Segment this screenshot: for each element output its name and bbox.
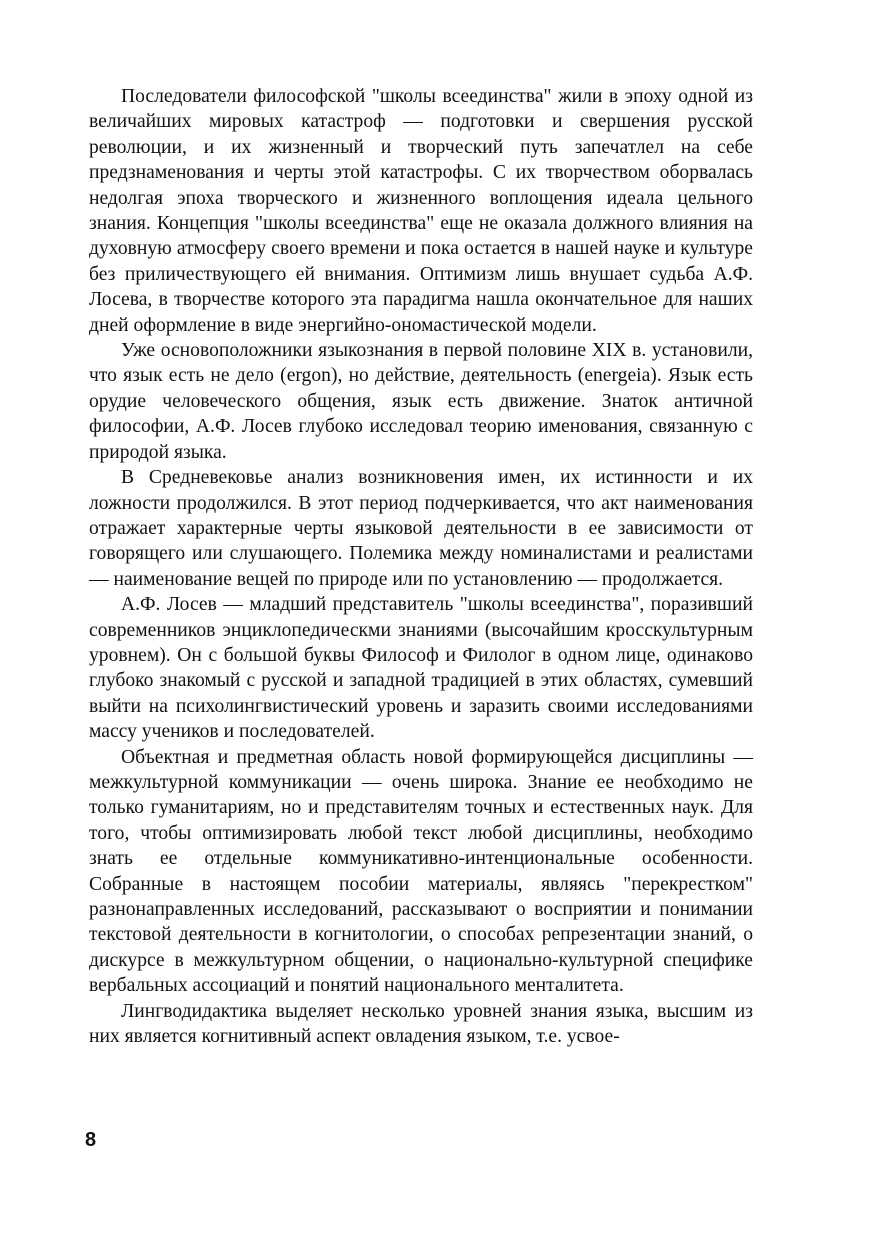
paragraph-linguodidactics: Лингводидактика выделяет несколько уровней знания языка, высшим из них является когнитивный аспект овладения языком, т.е. усвое-: [89, 1000, 753, 1048]
paragraph-language-energeia: Уже основоположники языкознания в первой половине XIX в. установили, что язык есть не дело (ergon), но действие, деятельность (energeia). Язык есть орудие человеческого общения, язык есть движение. Знаток античной философии, А.Ф. Лосев глубоко исследовал теорию именования, связанную с природой языка.: [89, 340, 753, 463]
paragraph-losev: А.Ф. Лосев — младший представитель "школы всеединства", поразивший современников энциклопедическми знаниями (высочайшим кросскультурным уровнем). Он с большой буквы Философ и Филолог в одном лице, одинаково глубоко знакомый с русской и западной традицией в этих областях, сумевший выйти на психолингвистический уровень и заразить своими исследованиями массу учеников и последователей.: [89, 594, 753, 743]
page-number: 8: [85, 1129, 97, 1151]
page-body-text: [89, 84, 753, 1049]
paragraph-vseedinstvo-school: Последователи философской "школы всеединства" жили в эпоху одной из величайших мировых катастроф — подготовки и свершения русской революции, и их жизненный и творческий путь запечатлел на себе предзнаменования и черты этой катастрофы. С их творчеством оборвалась недолгая эпоха творческого и жизненного воплощения идеала цельного знания. Концепция "школы всеединства" еще не оказала должного влияния на духовную атмосферу своего времени и пока остается в нашей науке и культуре без приличествующего ей внимания. Оптимизм лишь внушает судьба А.Ф. Лосева, в творчестве которого эта парадигма нашла окончательное для наших дней оформление в виде энергийно-ономастической модели.: [89, 86, 753, 336]
paragraph-middle-ages: В Средневековье анализ возникновения имен, их истинности и их ложности продолжился. В этот период подчеркивается, что акт наименования отражает характерные черты языковой деятельности в ее зависимости от говорящего или слушающего. Полемика между номиналистами и реалистами — наименование вещей по природе или по установлению — продолжается.: [89, 467, 753, 590]
paragraph-intercultural-communication: Объектная и предметная область новой формирующейся дисциплины — межкультурной коммуникации — очень широка. Знание ее необходимо не только гуманитариям, но и представителям точных и естественных наук. Для того, чтобы оптимизировать любой текст любой дисциплины, необходимо знать ее отдельные коммуникативно-интенциональные особенности. Собранные в настоящем пособии материалы, являясь "перекрестком" разнонаправленных исследований, рассказывают о восприятии и понимании текстовой деятельности в когнитологии, о способах репрезентации знаний, о дискурсе в межкультурном общении, о национально-культурной специфике вербальных ассоциаций и понятий национального менталитета.: [89, 746, 753, 997]
